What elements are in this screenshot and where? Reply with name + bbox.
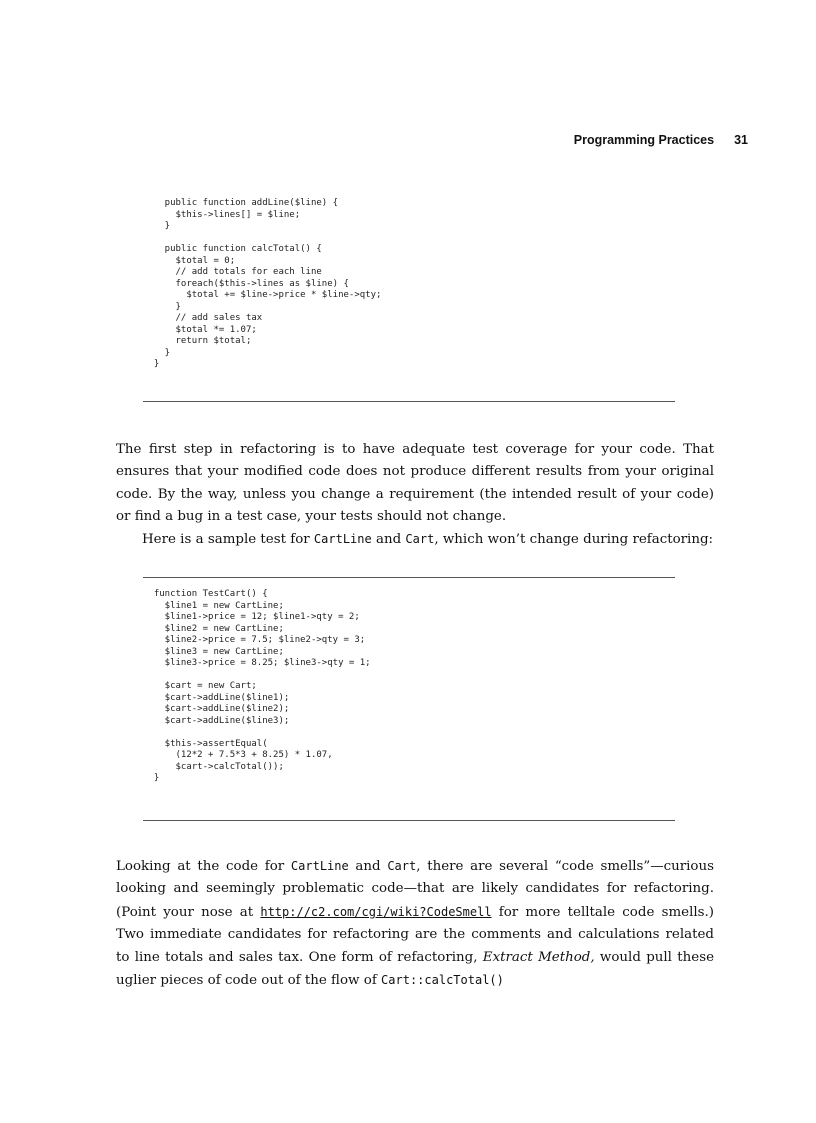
inline-code-cart: Cart (405, 532, 435, 546)
section-title: Programming Practices (573, 133, 715, 147)
code-smell-link[interactable]: http://c2.com/cgi/wiki?CodeSmell (260, 904, 492, 919)
text-segment: for more telltale code smells.) Two immediate candidates for refactoring are the comments and calculations related to line totals and sales tax. One form of refactoring, (116, 904, 714, 965)
code-bottom-rule (143, 401, 675, 402)
text-segment: , which won’t change during refactoring: (434, 532, 714, 547)
text-segment: Looking at the code for (116, 859, 291, 874)
inline-code-calctotal: Cart::calcTotal() (381, 973, 504, 988)
text-segment: and (371, 532, 406, 547)
text-segment: , there are several “code smells”—curious looking and seemingly problematic code—that are likely candidates for refactoring. (Point your nose at (116, 859, 714, 920)
code-listing-testcart: function TestCart() { $line1 = new CartLine; $line1->price = 12; $line1->qty = 2; $line2 = new CartLine; $line2->price = 7.5; $line2->qty = 3; $line3 = new CartLine; $line3->price = 8.25; $line3->qty = 1; $cart = new Cart; $cart->addLine($line1); $cart->addLine($line2); $cart->addLine($line3); $this->assertEqual( (12*2 + 7.5*3 + 8.25) * 1.07, $cart->calcTotal()); } (153, 589, 371, 783)
inline-code-cartline: CartLine (290, 859, 349, 873)
paragraph-code-smells (116, 855, 714, 992)
paragraph-sample-test-intro (116, 528, 714, 551)
code-listing-cart-methods: public function addLine($line) { $this->lines[] = $line; } public function calcTotal() { $total = 0; // add totals for each line foreach($this->lines as $line) { $total += $line->price * $line->qty; } // add sales tax $total *= 1.07; return $total; } } (153, 198, 382, 369)
text-segment: Here is a sample test for (142, 532, 314, 547)
inline-code-cart: Cart (387, 859, 417, 873)
running-header (574, 133, 748, 147)
code-bottom-rule (143, 820, 675, 821)
text-segment: would pull these uglier pieces of code out of the flow of (116, 949, 714, 989)
paragraph-test-coverage: The first step in refactoring is to have adequate test coverage for your code. That ensures that your modified code does not produce different results from your original code. By the way, unless you change a requirement (the intended result of your code) or find a bug in a test case, your tests should not change. (116, 442, 714, 525)
page-number: 31 (734, 133, 748, 147)
code-top-rule (143, 577, 675, 578)
emphasis-extract-method: Extract Method, (482, 949, 595, 965)
text-segment: and (348, 859, 388, 874)
inline-code-cartline: CartLine (313, 532, 372, 546)
